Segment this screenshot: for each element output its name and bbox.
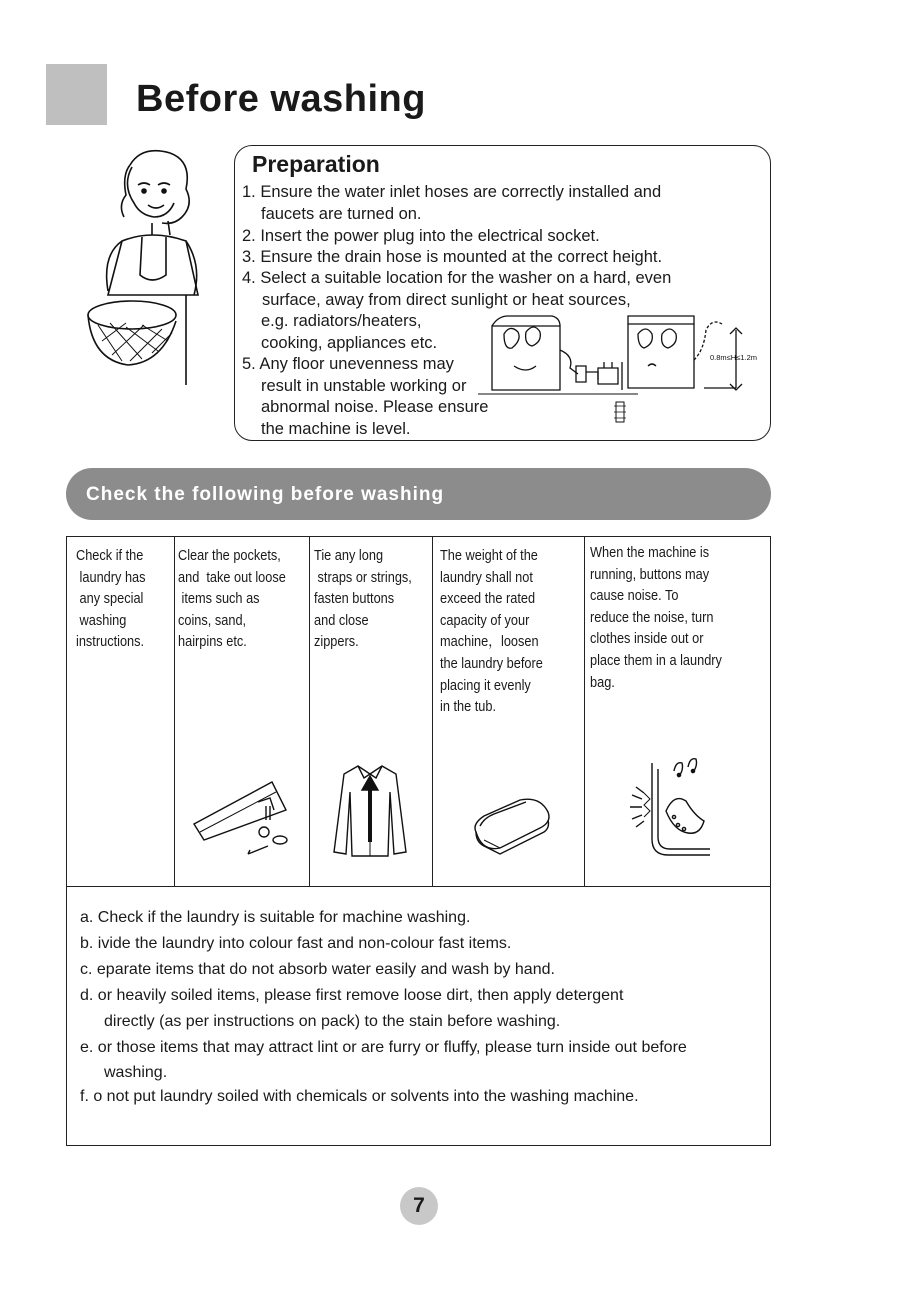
check-banner-title: Check the following before washing bbox=[86, 484, 445, 505]
check-column-text: Tie any long straps or strings, fasten buttons and close zippers. bbox=[314, 548, 412, 651]
check-column-text: The weight of the laundry shall not exceed the rated capacity of your machine，loosen the laundry before placing it evenly in the tub. bbox=[440, 548, 543, 716]
column-divider bbox=[309, 536, 310, 887]
check-column-text: When the machine is running, buttons may cause noise. To reduce the noise, turn clothes inside out or place them in a laundry bag. bbox=[590, 545, 722, 691]
preparation-line: faucets are turned on. bbox=[261, 205, 422, 223]
preparation-line: surface, away from direct sunlight or heat sources, bbox=[262, 291, 631, 309]
height-range-label: 0.8m≤H≤1.2m bbox=[710, 353, 757, 362]
preparation-line: 3. Ensure the drain hose is mounted at the correct height. bbox=[242, 248, 663, 266]
row-divider bbox=[66, 886, 771, 887]
folded-laundry-illustration bbox=[470, 796, 554, 858]
note-line: c. eparate items that do not absorb water easily and wash by hand. bbox=[80, 961, 555, 978]
note-line: washing. bbox=[104, 1064, 168, 1081]
check-column-text: Clear the pockets, and take out loose items such as coins, sand, hairpins etc. bbox=[178, 548, 286, 651]
washer-drain-height-illustration bbox=[478, 310, 778, 435]
note-line: a. Check if the laundry is suitable for machine washing. bbox=[80, 909, 471, 926]
preparation-line: cooking, appliances etc. bbox=[261, 334, 438, 352]
preparation-line: 1. Ensure the water inlet hoses are correctly installed and bbox=[242, 183, 662, 201]
preparation-line: 2. Insert the power plug into the electrical socket. bbox=[242, 227, 600, 245]
preparation-line: abnormal noise. Please ensure bbox=[261, 398, 489, 416]
check-column-text: Check if the laundry has any special washing instructions. bbox=[76, 548, 146, 651]
note-line: e. or those items that may attract lint or are furry or fluffy, please turn inside out before bbox=[80, 1039, 687, 1056]
preparation-line: 4. Select a suitable location for the washer on a hard, even bbox=[242, 269, 672, 287]
preparation-line: the machine is level. bbox=[261, 420, 411, 438]
woman-laundry-illustration bbox=[82, 145, 212, 385]
note-line: directly (as per instructions on pack) to the stain before washing. bbox=[104, 1013, 561, 1030]
note-line: b. ivide the laundry into colour fast and non-colour fast items. bbox=[80, 935, 512, 952]
preparation-title: Preparation bbox=[252, 151, 380, 177]
preparation-line: 5. Any floor unevenness may bbox=[242, 355, 454, 373]
pocket-coins-illustration bbox=[192, 770, 292, 860]
shirt-zipper-illustration bbox=[330, 762, 410, 858]
header-square bbox=[46, 64, 107, 125]
page-number: 7 bbox=[400, 1187, 438, 1225]
column-divider bbox=[432, 536, 433, 887]
page-title: Before washing bbox=[136, 78, 426, 120]
noisy-button-tub-illustration bbox=[628, 755, 718, 860]
preparation-line: e.g. radiators/heaters, bbox=[261, 312, 422, 330]
column-divider bbox=[584, 536, 585, 887]
note-line: d. or heavily soiled items, please first remove loose dirt, then apply detergent bbox=[80, 987, 624, 1004]
preparation-line: result in unstable working or bbox=[261, 377, 467, 395]
column-divider bbox=[174, 536, 175, 887]
note-line: f. o not put laundry soiled with chemicals or solvents into the washing machine. bbox=[80, 1088, 639, 1105]
